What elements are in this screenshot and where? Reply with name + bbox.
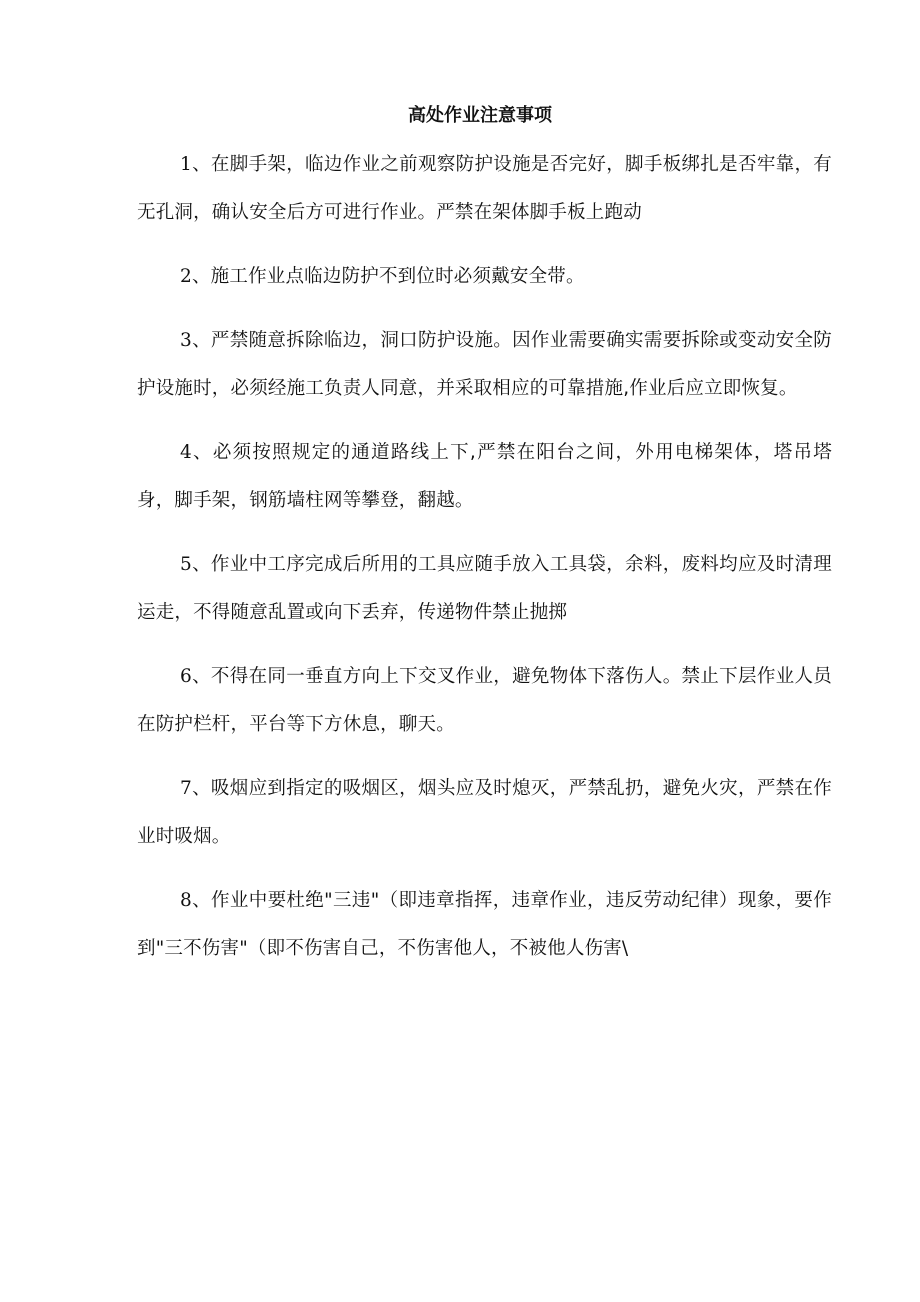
item-text: 、不得在同一垂直方向上下交叉作业，避免物体下落伤人。禁止下层作业人员在防护栏杆，平台等下方休息，聊天。: [137, 666, 832, 735]
list-item: [137, 429, 832, 525]
list-item: [137, 653, 832, 749]
item-number: 4: [180, 442, 192, 463]
list-item: [137, 253, 832, 301]
document-title: 高处作业注意事项: [408, 105, 552, 126]
item-number: 5: [180, 554, 192, 575]
item-number: 2: [180, 266, 192, 287]
item-number: 3: [180, 330, 192, 351]
list-item: [137, 141, 832, 237]
item-text: 、在脚手架，临边作业之前观察防护设施是否完好，脚手板绑扎是否牢靠，有无孔洞，确认安全后方可进行作业。严禁在架体脚手板上跑动: [137, 154, 832, 223]
list-item: [137, 877, 832, 973]
item-text: 、施工作业点临边防护不到位时必须戴安全带。: [191, 266, 585, 287]
item-text: 、作业中要杜绝"三违"（即违章指挥，违章作业，违反劳动纪律）现象，要作到"三不伤害"（即不伤害自己，不伤害他人，不被他人伤害\: [137, 890, 832, 959]
item-number: 6: [180, 666, 192, 687]
list-item: [137, 541, 832, 637]
document-body: [137, 141, 832, 989]
item-text: 、严禁随意拆除临边，洞口防护设施。因作业需要确实需要拆除或变动安全防护设施时，必须经施工负责人同意，并采取相应的可靠措施,作业后应立即恢复。: [137, 330, 832, 399]
item-number: 8: [180, 890, 192, 911]
item-number: 1: [180, 154, 192, 175]
list-item: [137, 317, 832, 413]
item-text: 、吸烟应到指定的吸烟区，烟头应及时熄灭，严禁乱扔，避免火灾，严禁在作业时吸烟。: [137, 778, 832, 847]
item-text: 、作业中工序完成后所用的工具应随手放入工具袋，余料，废料均应及时清理运走，不得随意乱置或向下丢弃，传递物件禁止抛掷: [137, 554, 832, 623]
list-item: [137, 765, 832, 861]
item-text: 、必须按照规定的通道路线上下,严禁在阳台之间，外用电梯架体，塔吊塔身，脚手架，钢筋墙柱网等攀登，翻越。: [137, 442, 832, 511]
item-number: 7: [180, 778, 192, 799]
